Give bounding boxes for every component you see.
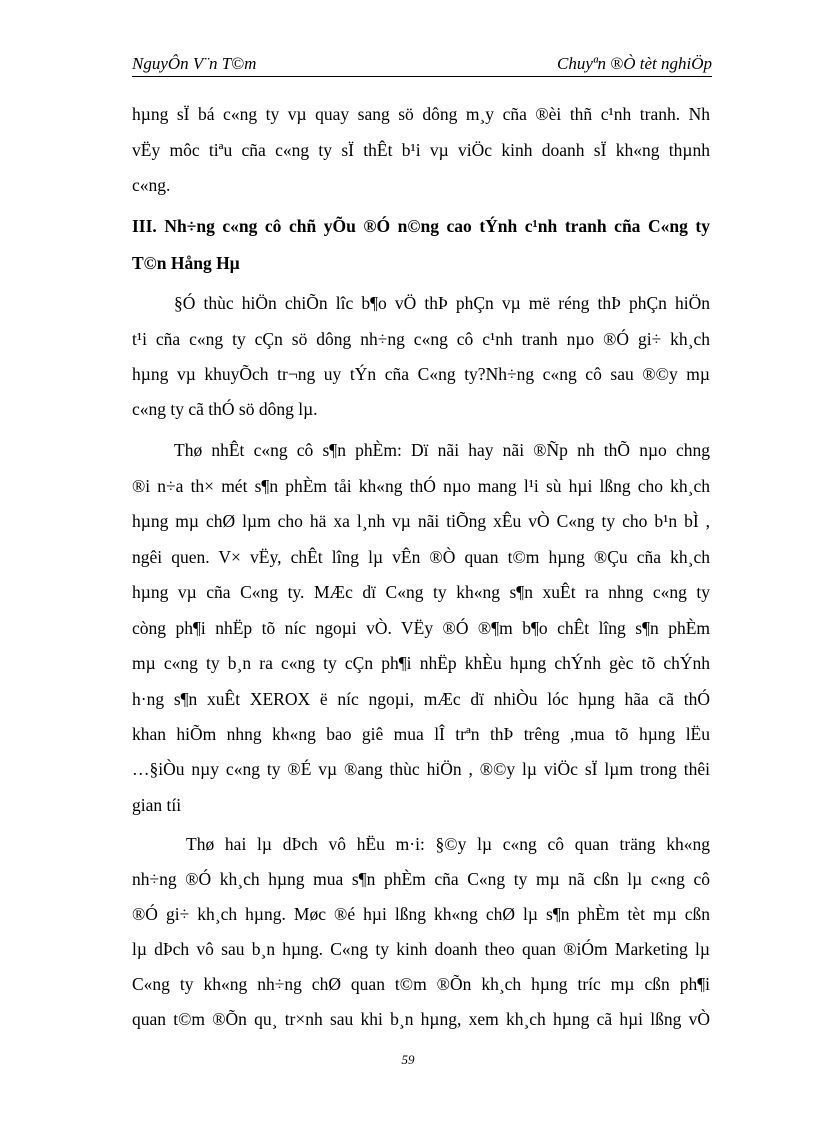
- text-line: hµng mµ chØ lµm cho hä xa l¸nh vµ nãi tiÕng xÊu vÒ C«ng ty cho b¹n bÌ ,: [132, 511, 710, 531]
- text-line: …§iÒu nµy c«ng ty ®É vµ ®ang thùc hiÖn , ®©y lµ viÖc sÏ lµm trong thêi: [132, 759, 710, 779]
- text-line: vËy môc tiªu cña c«ng ty sÏ thÊt b¹i vµ viÖc kinh doanh sÏ kh«ng thµnh: [132, 140, 710, 160]
- text-line: ngêi quen. V× vËy, chÊt lîng lµ vÊn ®Ò quan t©m hµng ®Çu cña kh¸ch: [132, 547, 710, 567]
- text-line: nh÷ng ®Ó kh¸ch hµng mua s¶n phÈm cña C«ng ty mµ nã cßn lµ c«ng cô: [132, 869, 710, 889]
- section-heading: III. Nh÷ng c«ng cô chñ yÕu ®Ó n©ng cao tÝnh c¹nh tranh cña C«ng ty: [132, 216, 710, 236]
- text-line: gian tíi: [132, 795, 182, 815]
- text-line: lµ dÞch vô sau b¸n hµng. C«ng ty kinh doanh theo quan ®iÓm Marketing lµ: [132, 939, 710, 959]
- text-line: quan t©m ®Õn qu¸ tr×nh sau khi b¸n hµng, xem kh¸ch hµng cã hµi lßng vÒ: [132, 1009, 710, 1029]
- paragraph-first-line: Thø hai lµ dÞch vô hËu m·i: §©y lµ c«ng cô quan träng kh«ng: [186, 834, 710, 854]
- text-line: c«ng ty cã thÓ sö dông lµ.: [132, 399, 318, 419]
- text-line: ®i n÷a th× mét s¶n phÈm tåi kh«ng thÓ nµo mang l¹i sù hµi lßng cho kh¸ch: [132, 476, 710, 496]
- text-line: t¹i cña c«ng ty cÇn sö dông nh÷ng c«ng cô c¹nh tranh nµo ®Ó gi÷ kh¸ch: [132, 329, 710, 349]
- text-line: ®Ó gi÷ kh¸ch hµng. Møc ®é hµi lßng kh«ng chØ lµ s¶n phÈm tèt mµ cßn: [132, 904, 710, 924]
- text-line: C«ng ty kh«ng nh÷ng chØ quan t©m ®Õn kh¸ch hµng tríc mµ cßn ph¶i: [132, 974, 710, 994]
- page-number: 59: [401, 1052, 415, 1067]
- section-heading: T©n Hång Hµ: [132, 253, 240, 273]
- text-line: h·ng s¶n xuÊt XEROX ë níc ngoµi, mÆc dï nhiÒu lóc hµng hãa cã thÓ: [132, 689, 710, 709]
- text-line: hµng sÏ bá c«ng ty vµ quay sang sö dông m¸y cña ®èi thñ c¹nh tranh. Nh: [132, 104, 710, 124]
- paragraph-first-line: §Ó thùc hiÖn chiÕn lîc b¶o vÖ thÞ phÇn vµ më réng thÞ phÇn hiÖn: [174, 293, 710, 313]
- text-line: hµng vµ khuyÕch tr¬ng uy tÝn cña C«ng ty?Nh÷ng c«ng cô sau ®©y mµ: [132, 364, 710, 384]
- paragraph-first-line: Thø nhÊt c«ng cô s¶n phÈm: Dï nãi hay nãi ®Ñp nh thÕ nµo chng: [174, 440, 710, 460]
- header-title: Chuyªn ®Ò tèt nghiÖp: [556, 54, 712, 73]
- text-line: khan hiÕm nhng kh«ng bao giê mua lÎ trªn thÞ trêng ,mua tõ hµng lËu: [132, 724, 710, 744]
- page-header: [132, 52, 712, 77]
- text-line: còng ph¶i nhËp tõ níc ngoµi vÒ. VËy ®Ó ®¶m b¶o chÊt lîng s¶n phÈm: [132, 618, 710, 638]
- text-line: hµng vµ cña C«ng ty. MÆc dï C«ng ty kh«ng s¶n xuÊt ra nhng c«ng ty: [132, 582, 710, 602]
- header-author: NguyÔn V¨n T©m: [132, 54, 257, 73]
- text-line: mµ c«ng ty b¸n ra c«ng ty cÇn ph¶i nhËp khÈu hµng chÝnh gèc tõ chÝnh: [132, 653, 710, 673]
- text-line: c«ng.: [132, 175, 171, 195]
